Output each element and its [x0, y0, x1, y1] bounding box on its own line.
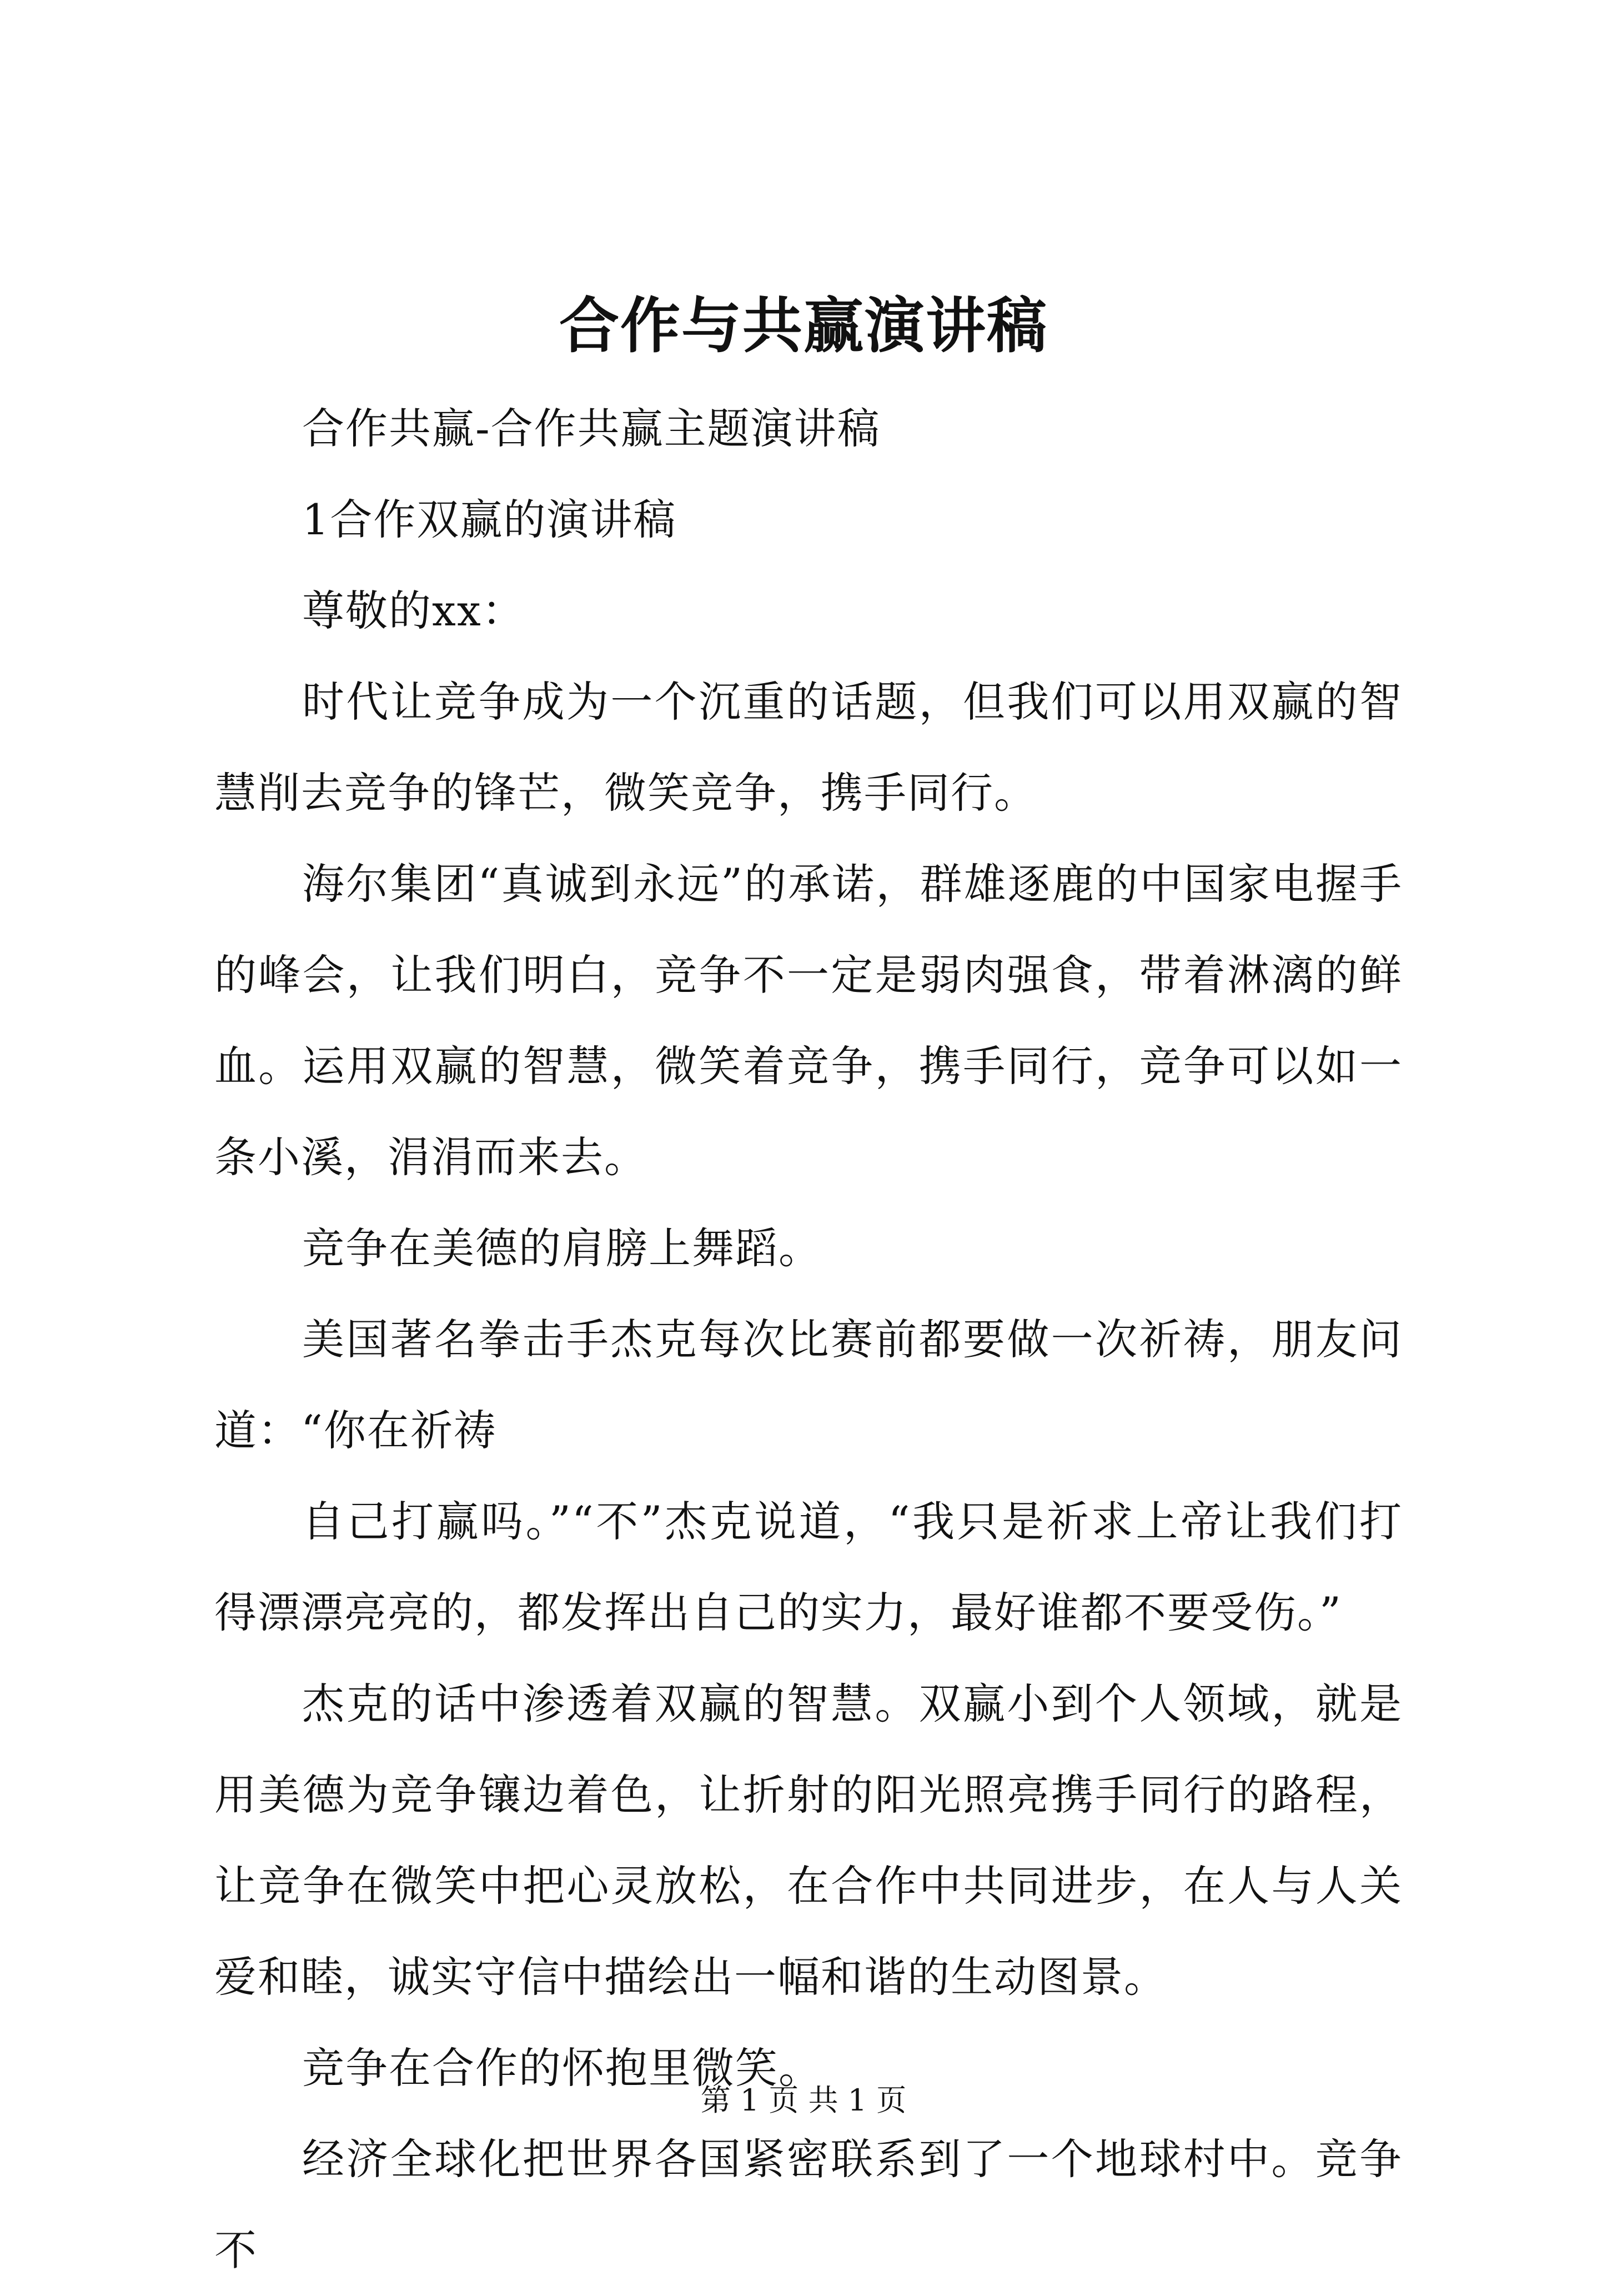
paragraph-11: 经济全球化把世界各国紧密联系到了一个地球村中。竞争不 — [214, 2134, 1403, 2275]
document-title: 合作与共赢演讲稿 — [559, 291, 1048, 361]
paragraph-2: 1合作双赢的演讲稿 — [302, 495, 677, 544]
paragraph-5: 海尔集团“真诚到永远”的承诺，群雄逐鹿的中国家电握手的峰会，让我们明白，竞争不一定是弱肉强食，带着淋漓的鲜血。运用双赢的智慧，微笑着竞争，携手同行，竞争可以如一条小溪，涓涓而来去。 — [214, 859, 1403, 1182]
paragraph-10: 竞争在合作的怀抱里微笑。 — [302, 2043, 822, 2093]
paragraph-3: 尊敬的xx： — [302, 586, 525, 635]
paragraph-7: 美国著名拳击手杰克每次比赛前都要做一次祈祷，朋友问道：“你在祈祷 — [214, 1315, 1403, 1455]
page-number-footer: 第 1 页 共 1 页 — [700, 2083, 907, 2118]
paragraph-4: 时代让竞争成为一个沉重的话题，但我们可以用双赢的智慧削去竞争的锋芒，微笑竞争，携手同行。 — [214, 677, 1403, 818]
document-body — [214, 383, 1403, 2296]
paragraph-9: 杰克的话中渗透着双赢的智慧。双赢小到个人领域，就是用美德为竞争镶边着色，让折射的阳光照亮携手同行的路程，让竞争在微笑中把心灵放松，在合作中共同进步，在人与人关爱和睦，诚实守信中描绘出一幅和谐的生动图景。 — [214, 1679, 1403, 2002]
paragraph-1: 合作共赢-合作共赢主题演讲稿 — [302, 404, 881, 453]
paragraph-8: 自己打赢吗。”“不”杰克说道，“我只是祈求上帝让我们打得漂漂亮亮的，都发挥出自己的实力，最好谁都不要受伤。” — [214, 1497, 1403, 1637]
paragraph-6: 竞争在美德的肩膀上舞蹈。 — [302, 1224, 822, 1273]
